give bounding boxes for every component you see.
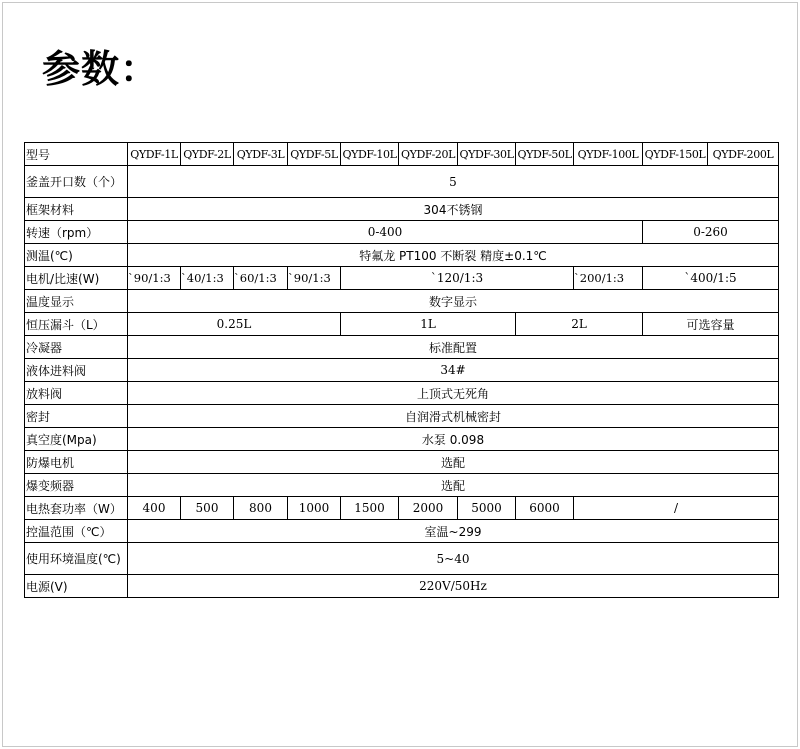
row-label: 电热套功率（W） — [25, 497, 128, 520]
model-cell: QYDF-1L — [128, 143, 181, 166]
value-cell: `90/1:3 — [128, 267, 181, 290]
value-cell: 0.25L — [128, 313, 341, 336]
value-cell: 上顶式无死角 — [128, 382, 779, 405]
value-cell: `400/1:5 — [643, 267, 779, 290]
value-cell: 500 — [181, 497, 234, 520]
value-cell: `90/1:3 — [288, 267, 341, 290]
row-label: 控温范围（℃） — [25, 520, 128, 543]
table-row — [25, 520, 779, 543]
row-label: 电源(V) — [25, 575, 128, 598]
model-cell: QYDF-10L — [341, 143, 399, 166]
value-cell: 数字显示 — [128, 290, 779, 313]
model-cell: QYDF-20L — [399, 143, 458, 166]
value-cell: 1L — [341, 313, 516, 336]
model-cell: QYDF-50L — [516, 143, 574, 166]
value-cell: / — [574, 497, 779, 520]
value-cell: 标准配置 — [128, 336, 779, 359]
model-cell: QYDF-150L — [643, 143, 708, 166]
row-label: 恒压漏斗（L） — [25, 313, 128, 336]
table-row — [25, 290, 779, 313]
row-label: 真空度(Mpa) — [25, 428, 128, 451]
table-row — [25, 244, 779, 267]
value-cell: `200/1:3 — [574, 267, 643, 290]
table-row — [25, 166, 779, 198]
value-cell: 800 — [234, 497, 288, 520]
value-cell: 自润滑式机械密封 — [128, 405, 779, 428]
value-cell: 特氟龙 PT100 不断裂 精度±0.1℃ — [128, 244, 779, 267]
value-cell: 选配 — [128, 474, 779, 497]
row-label: 放料阀 — [25, 382, 128, 405]
row-label: 使用环境温度(℃) — [25, 543, 128, 575]
model-cell: QYDF-5L — [288, 143, 341, 166]
row-label: 框架材料 — [25, 198, 128, 221]
value-cell: 选配 — [128, 451, 779, 474]
value-cell: 水泵 0.098 — [128, 428, 779, 451]
page-title: 参数： — [42, 47, 160, 91]
value-cell: 2000 — [399, 497, 458, 520]
model-cell: QYDF-3L — [234, 143, 288, 166]
value-cell: 室温~299 — [128, 520, 779, 543]
row-label: 防爆电机 — [25, 451, 128, 474]
value-cell: 可选容量 — [643, 313, 779, 336]
value-cell: 5~40 — [128, 543, 779, 575]
row-label: 液体进料阀 — [25, 359, 128, 382]
value-cell: 6000 — [516, 497, 574, 520]
spec-table — [24, 142, 779, 598]
value-cell: `40/1:3 — [181, 267, 234, 290]
row-label: 转速（rpm） — [25, 221, 128, 244]
table-row — [25, 359, 779, 382]
table-row — [25, 382, 779, 405]
table-row — [25, 267, 779, 290]
table-row — [25, 198, 779, 221]
value-cell: 34# — [128, 359, 779, 382]
table-row — [25, 313, 779, 336]
value-cell: 400 — [128, 497, 181, 520]
model-cell: QYDF-200L — [708, 143, 779, 166]
table-row — [25, 405, 779, 428]
row-label: 电机/比速(W) — [25, 267, 128, 290]
model-cell: QYDF-2L — [181, 143, 234, 166]
table-row — [25, 575, 779, 598]
table-row — [25, 221, 779, 244]
row-label: 釜盖开口数（个） — [25, 166, 128, 198]
table-row — [25, 428, 779, 451]
table-row — [25, 497, 779, 520]
row-label: 密封 — [25, 405, 128, 428]
model-cell: QYDF-100L — [574, 143, 643, 166]
row-label: 型号 — [25, 143, 128, 166]
table-row — [25, 451, 779, 474]
value-cell: 0-400 — [128, 221, 643, 244]
table-row — [25, 543, 779, 575]
value-cell: `60/1:3 — [234, 267, 288, 290]
row-label: 温度显示 — [25, 290, 128, 313]
table-row — [25, 474, 779, 497]
table-row — [25, 143, 779, 166]
value-cell: 220V/50Hz — [128, 575, 779, 598]
model-cell: QYDF-30L — [458, 143, 516, 166]
value-cell: 5 — [128, 166, 779, 198]
value-cell: 304不锈钢 — [128, 198, 779, 221]
row-label: 冷凝器 — [25, 336, 128, 359]
value-cell: 1500 — [341, 497, 399, 520]
row-label: 测温(℃) — [25, 244, 128, 267]
value-cell: 5000 — [458, 497, 516, 520]
value-cell: 1000 — [288, 497, 341, 520]
table-row — [25, 336, 779, 359]
value-cell: `120/1:3 — [341, 267, 574, 290]
value-cell: 2L — [516, 313, 643, 336]
value-cell: 0-260 — [643, 221, 779, 244]
row-label: 爆变频器 — [25, 474, 128, 497]
